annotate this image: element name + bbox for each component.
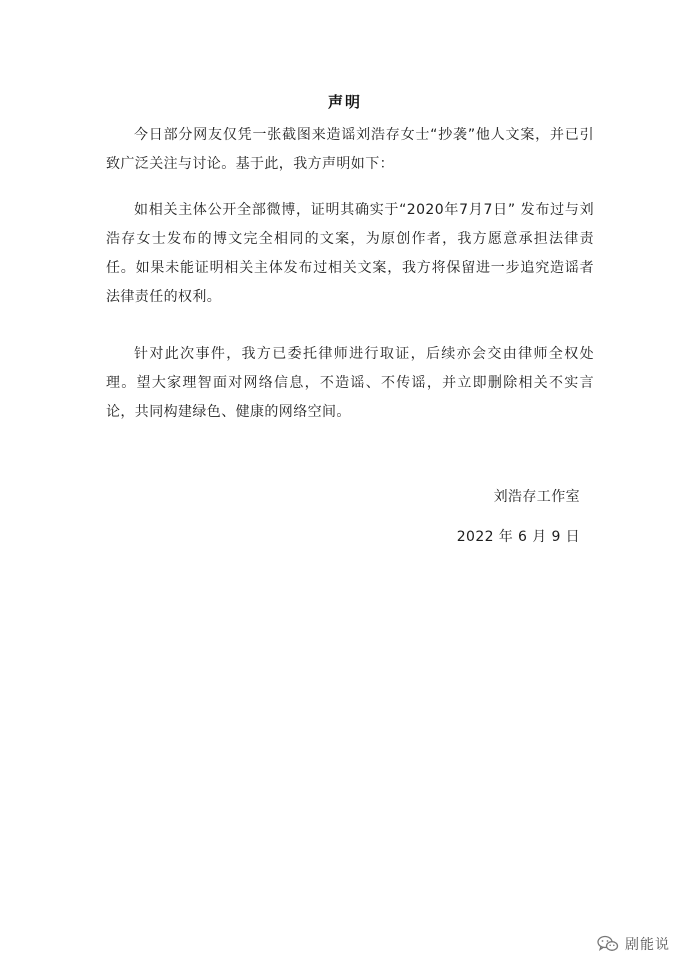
- paragraph-text: 如相关主体公开全部微博，证明其确实于“2020年7月7日” 发布过与刘浩存女士发布的博文完全相同的文案，为原创作者，我方愿意承担法律责任。如果未能证明相关主体发布过相关文案，我方将保留进一步追究造谣者法律责任的权利。: [106, 202, 594, 305]
- signature-organization: 刘浩存工作室: [493, 489, 580, 505]
- paragraph-text: 今日部分网友仅凭一张截图来造谣刘浩存女士“抄袭”他人文案，并已引致广泛关注与讨论。基于此，我方声明如下：: [106, 127, 594, 172]
- paragraph-text: 针对此次事件，我方已委托律师进行取证，后续亦会交由律师全权处理。望大家理智面对网络信息，不造谣、不传谣，并立即删除相关不实言论，共同构建绿色、健康的网络空间。: [106, 346, 594, 420]
- wechat-icon: [597, 935, 619, 953]
- paragraph-intro: [106, 121, 594, 179]
- paragraph-statement: [106, 196, 594, 312]
- document-title: 声明: [327, 93, 362, 111]
- paragraph-action: [106, 340, 594, 427]
- signature-date: 2022 年 6 月 9 日: [456, 529, 580, 545]
- watermark: [597, 934, 670, 954]
- watermark-text: 剧能说: [625, 937, 670, 953]
